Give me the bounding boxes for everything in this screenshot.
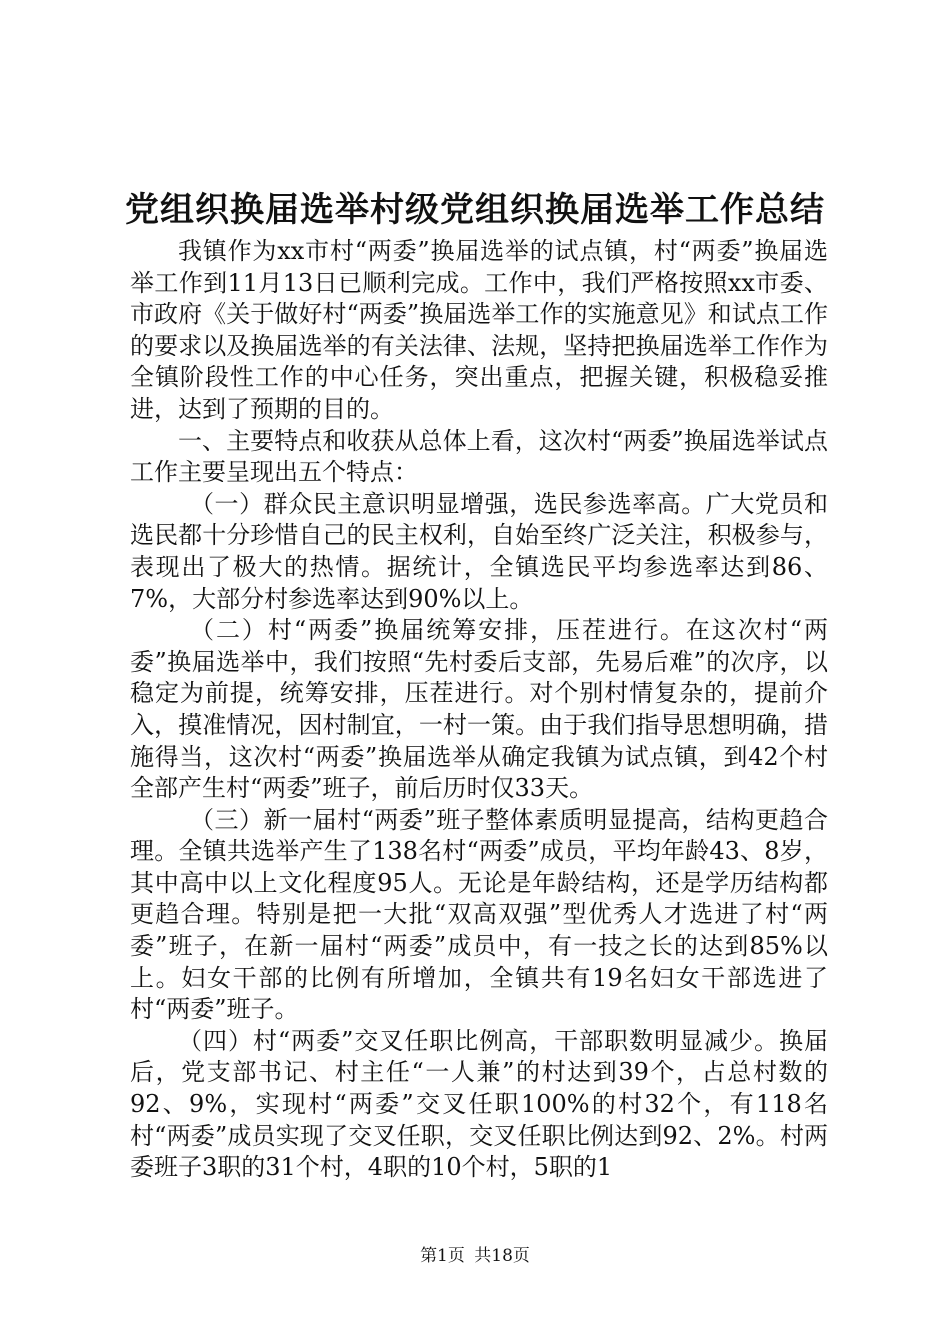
- page-footer: [0, 1244, 950, 1268]
- paragraph-section-heading: 一、主要特点和收获从总体上看，这次村“两委”换届选举试点工作主要呈现出五个特点：: [130, 426, 828, 487]
- paragraph-point-4: （四）村“两委”交叉任职比例高，干部职数明显减少。换届后，党支部书记、村主任“一人兼”的村达到39个，占总村数的92、9%，实现村“两委”交叉任职100%的村32个，有118名村“两委”成员实现了交叉任职，交叉任职比例达到92、2%。村两委班子3职的31个村，4职的10个村，5职的1: [130, 1026, 828, 1182]
- document-title: 党组织换届选举村级党组织换届选举工作总结: [125, 190, 825, 230]
- document-body: [130, 236, 828, 1184]
- total-pages: 共18页: [474, 1246, 530, 1266]
- paragraph-point-2: （二）村“两委”换届统筹安排，压茬进行。在这次村“两委”换届选举中，我们按照“先村委后支部，先易后难”的次序，以稳定为前提，统筹安排，压茬进行。对个别村情复杂的，提前介入，摸准情况，因村制宜，一村一策。由于我们指导思想明确，措施得当，这次村“两委”换届选举从确定我镇为试点镇，到42个村全部产生村“两委”班子，前后历时仅33天。: [130, 616, 828, 803]
- paragraph-point-3: （三）新一届村“两委”班子整体素质明显提高，结构更趋合理。全镇共选举产生了138名村“两委”成员，平均年龄43、8岁，其中高中以上文化程度95人。无论是年龄结构，还是学历结构都更趋合理。特别是把一大批“双高双强”型优秀人才选进了村“两委”班子，在新一届村“两委”成员中，有一技之长的达到85%以上。妇女干部的比例有所增加，全镇共有19名妇女干部选进了村“两委”班子。: [130, 805, 828, 1024]
- page-number: 第1页: [420, 1246, 465, 1266]
- paragraph-point-1: （一）群众民主意识明显增强，选民参选率高。广大党员和选民都十分珍惜自己的民主权利，自始至终广泛关注，积极参与，表现出了极大的热情。据统计，全镇选民平均参选率达到86、7%，大部分村参选率达到90%以上。: [130, 489, 828, 613]
- paragraph-intro: 我镇作为xx市村“两委”换届选举的试点镇，村“两委”换届选举工作到11月13日已顺利完成。工作中，我们严格按照xx市委、市政府《关于做好村“两委”换届选举工作的实施意见》和试点工作的要求以及换届选举的有关法律、法规，坚持把换届选举工作作为全镇阶段性工作的中心任务，突出重点，把握关键，积极稳妥推进，达到了预期的目的。: [130, 237, 828, 423]
